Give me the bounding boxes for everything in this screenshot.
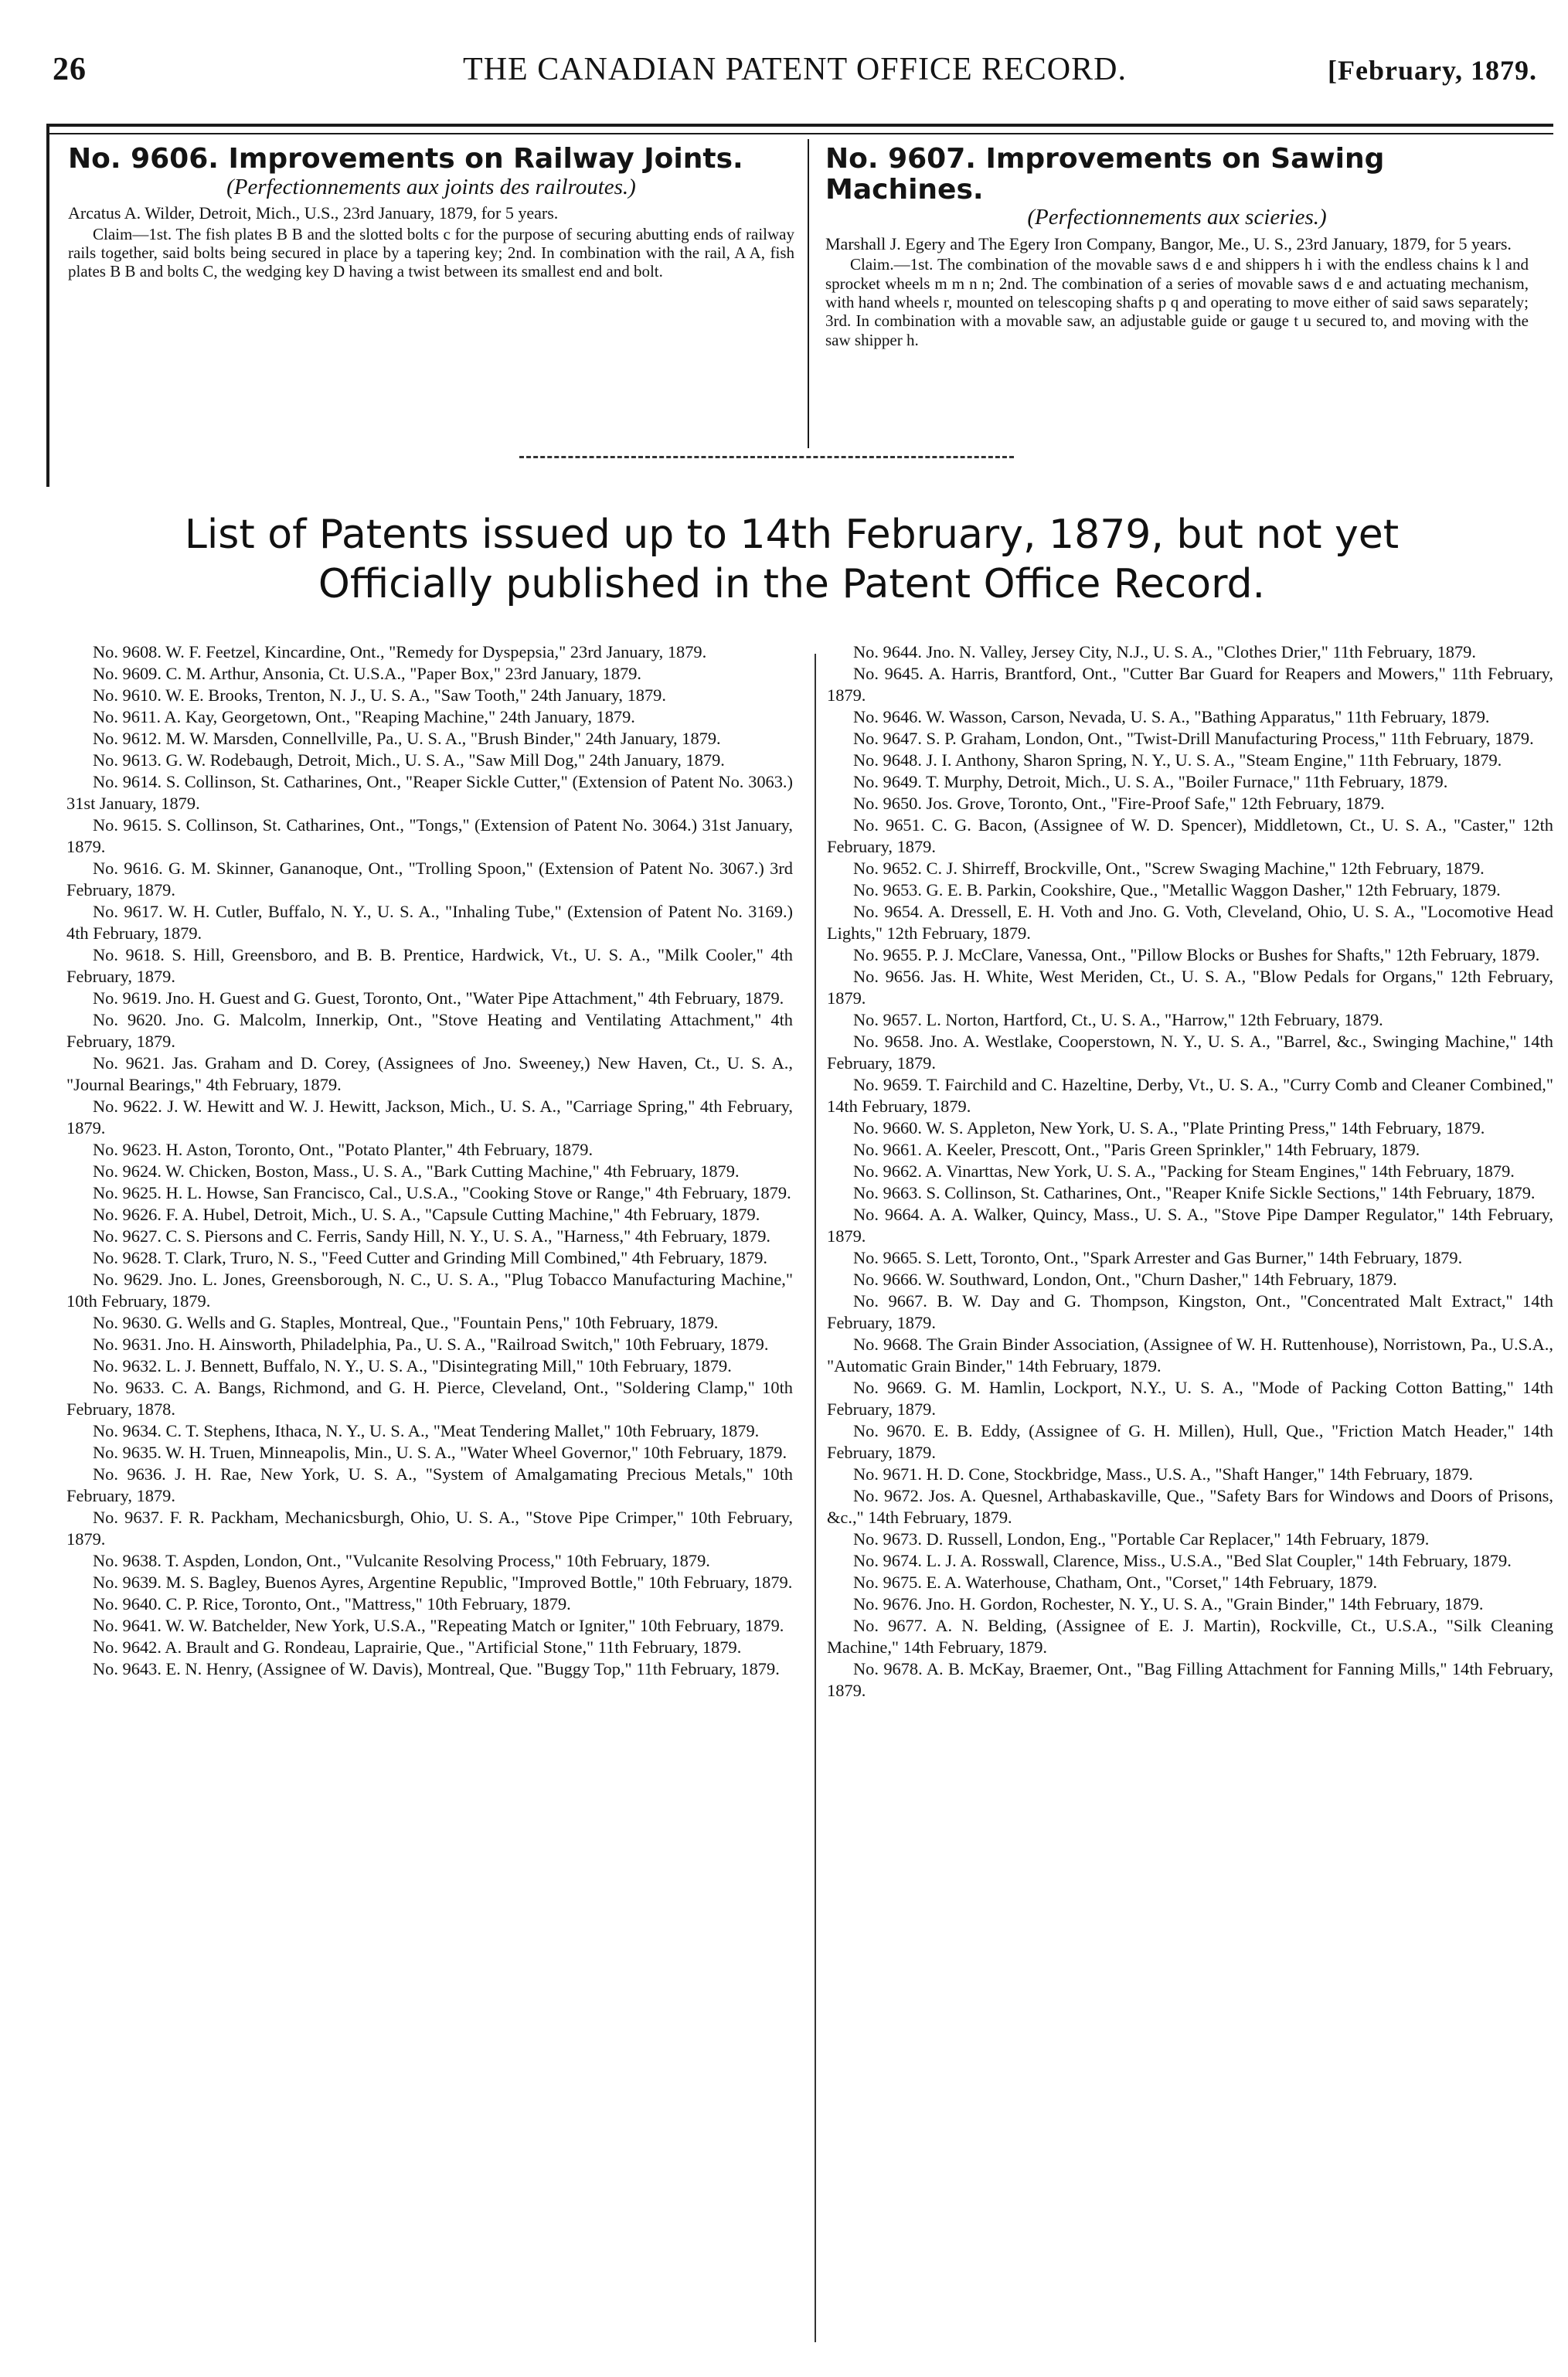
patent-entry: No. 9617. W. H. Cutler, Buffalo, N. Y., U. S. A., "Inhaling Tube," (Extension of Patent No. 3169.) 4th February, 1879. (66, 902, 793, 943)
patent-entry: No. 9644. Jno. N. Valley, Jersey City, N.J., U. S. A., "Clothes Drier," 11th February, 1879. (853, 642, 1476, 661)
patent-entry: No. 9635. W. H. Truen, Minneapolis, Min., U. S. A., "Water Wheel Governor," 10th February, 1879. (93, 1443, 787, 1462)
patent-entry: No. 9628. T. Clark, Truro, N. S., "Feed Cutter and Grinding Mill Combined," 4th February, 1879. (93, 1248, 768, 1267)
patent-entry: No. 9674. L. J. A. Rosswall, Clarence, Miss., U.S.A., "Bed Slat Coupler," 14th February, 1879. (853, 1551, 1512, 1570)
patent-entry: No. 9619. Jno. H. Guest and G. Guest, Toronto, Ont., "Water Pipe Attachment," 4th February, 1879. (93, 988, 784, 1008)
patent-entry: No. 9610. W. E. Brooks, Trenton, N. J., U. S. A., "Saw Tooth," 24th January, 1879. (93, 685, 666, 705)
patent-entry: No. 9657. L. Norton, Hartford, Ct., U. S. A., "Harrow," 12th February, 1879. (853, 1010, 1383, 1029)
patent-entry: No. 9643. E. N. Henry, (Assignee of W. Davis), Montreal, Que. "Buggy Top," 11th February, 1879. (93, 1659, 780, 1678)
patent-entry: No. 9668. The Grain Binder Association, (Assignee of W. H. Ruttenhouse), Norristown, Pa., U.S.A., "Automatic Grain Binder," 14th February, 1879. (827, 1335, 1553, 1376)
patent-entry: No. 9676. Jno. H. Gordon, Rochester, N. Y., U. S. A., "Grain Binder," 14th February, 1879. (853, 1594, 1484, 1614)
issue-date: [February, 1879. (1328, 55, 1537, 86)
patent-entry: No. 9612. M. W. Marsden, Connellville, Pa., U. S. A., "Brush Binder," 24th January, 1879. (93, 729, 721, 748)
patent-entry: No. 9662. A. Vinarttas, New York, U. S. A., "Packing for Steam Engines," 14th February, 1879. (853, 1161, 1515, 1181)
patent-entry: No. 9630. G. Wells and G. Staples, Montreal, Que., "Fountain Pens," 10th February, 1879. (93, 1313, 719, 1332)
patent-entry: No. 9634. C. T. Stephens, Ithaca, N. Y., U. S. A., "Meat Tendering Mallet," 10th February, 1879. (93, 1421, 760, 1440)
patent-entry: No. 9637. F. R. Packham, Mechanicsburgh, Ohio, U. S. A., "Stove Pipe Crimper," 10th February, 1879. (66, 1508, 793, 1549)
patent-entry: No. 9661. A. Keeler, Prescott, Ont., "Paris Green Sprinkler," 14th February, 1879. (853, 1140, 1420, 1159)
frame-left-rule (46, 124, 49, 487)
patent-entry: No. 9667. B. W. Day and G. Thompson, Kingston, Ont., "Concentrated Malt Extract," 14th February, 1879. (827, 1291, 1553, 1332)
patent-entry: No. 9650. Jos. Grove, Toronto, Ont., "Fire-Proof Safe," 12th February, 1879. (853, 794, 1385, 813)
patent-entry: No. 9624. W. Chicken, Boston, Mass., U. S. A., "Bark Cutting Machine," 4th February, 1879. (93, 1161, 740, 1181)
patent-entry: No. 9645. A. Harris, Brantford, Ont., "Cutter Bar Guard for Reapers and Mowers," 11th February, 1879. (827, 664, 1553, 705)
patent-entry: No. 9609. C. M. Arthur, Ansonia, Ct. U.S.A., "Paper Box," 23rd January, 1879. (93, 664, 642, 683)
running-head (53, 51, 1537, 105)
patent-entry: No. 9642. A. Brault and G. Rondeau, Laprairie, Que., "Artificial Stone," 11th February, 1879. (93, 1637, 742, 1657)
patent-entry: No. 9629. Jno. L. Jones, Greensborough, N. C., U. S. A., "Plug Tobacco Manufacturing Machine," 10th February, 1879. (66, 1270, 793, 1311)
left-patent-list (66, 641, 793, 1680)
patent-entry: No. 9678. A. B. McKay, Braemer, Ont., "Bag Filling Attachment for Fanning Mills," 14th February, 1879. (827, 1659, 1553, 1700)
list-heading: List of Patents issued up to 14th February, 1879, but not yet Officially published in the Patent Office Record. (184, 512, 1400, 608)
journal-title: THE CANADIAN PATENT OFFICE RECORD. (463, 52, 1127, 87)
patent-subtitle: (Perfectionnements aux joints des railroutes.) (226, 174, 636, 199)
patent-entry: No. 9672. Jos. A. Quesnel, Arthabaskaville, Que., "Safety Bars for Windows and Doors of Prisons, &c.," 14th February, 1879. (827, 1486, 1553, 1527)
frame-divider (808, 139, 809, 448)
patent-entry: No. 9638. T. Aspden, London, Ont., "Vulcanite Resolving Process," 10th February, 1879. (93, 1551, 710, 1570)
patent-entry: No. 9652. C. J. Shirreff, Brockville, Ont., "Screw Swaging Machine," 12th February, 1879. (853, 859, 1485, 878)
patent-entry: No. 9626. F. A. Hubel, Detroit, Mich., U. S. A., "Capsule Cutting Machine," 4th February, 1879. (93, 1205, 760, 1224)
patent-entry: No. 9648. J. I. Anthony, Sharon Spring, N. Y., U. S. A., "Steam Engine," 11th February, 1879. (853, 750, 1502, 770)
patent-entry: No. 9660. W. S. Appleton, New York, U. S. A., "Plate Printing Press," 14th February, 1879. (853, 1118, 1485, 1137)
patent-entry: No. 9664. A. A. Walker, Quincy, Mass., U. S. A., "Stove Pipe Damper Regulator," 14th February, 1879. (827, 1205, 1553, 1246)
patent-entry: No. 9608. W. F. Feetzel, Kincardine, Ont., "Remedy for Dyspepsia," 23rd January, 1879. (93, 642, 707, 661)
patent-claim: Claim—1st. The fish plates B B and the slotted bolts c for the purpose of securing abutting ends of railway rails together, said bolts being secured in place by a tapering key; 2nd. In combination with the rail, A A, fish plates B B and bolts C, the wedging key D having a twist between its smallest end and bolt. (68, 224, 794, 281)
patent-block-9606 (68, 144, 794, 281)
patent-entry: No. 9675. E. A. Waterhouse, Chatham, Ont., "Corset," 14th February, 1879. (853, 1573, 1378, 1592)
patent-entry: No. 9641. W. W. Batchelder, New York, U.S.A., "Repeating Match or Igniter," 10th February, 1879. (93, 1616, 784, 1635)
patent-entry: No. 9671. H. D. Cone, Stockbridge, Mass., U.S. A., "Shaft Hanger," 14th February, 1879. (853, 1464, 1474, 1484)
patent-entry: No. 9669. G. M. Hamlin, Lockport, N.Y., U. S. A., "Mode of Packing Cotton Batting," 14th February, 1879. (827, 1378, 1553, 1419)
section-divider (519, 456, 1014, 458)
patent-entry: No. 9666. W. Southward, London, Ont., "Churn Dasher," 14th February, 1879. (853, 1270, 1397, 1289)
patent-entry: No. 9616. G. M. Skinner, Gananoque, Ont., "Trolling Spoon," (Extension of Patent No. 3067.) 3rd February, 1879. (66, 859, 793, 899)
patent-entry: No. 9651. C. G. Bacon, (Assignee of W. D. Spencer), Middletown, Ct., U. S. A., "Caster," 12th February, 1879. (827, 815, 1553, 856)
patent-entry: No. 9625. H. L. Howse, San Francisco, Cal., U.S.A., "Cooking Stove or Range," 4th February, 1879. (93, 1183, 791, 1202)
column-rule (815, 654, 816, 2342)
patent-entry: No. 9621. Jas. Graham and D. Corey, (Assignees of Jno. Sweeney,) New Haven, Ct., U. S. A., "Journal Bearings," 4th February, 1879. (66, 1053, 793, 1094)
patent-entry: No. 9653. G. E. B. Parkin, Cookshire, Que., "Metallic Waggon Dasher," 12th February, 1879. (853, 880, 1501, 899)
patent-entry: No. 9622. J. W. Hewitt and W. J. Hewitt, Jackson, Mich., U. S. A., "Carriage Spring," 4th February, 1879. (66, 1097, 793, 1137)
patent-entry: No. 9655. P. J. McClare, Vanessa, Ont., "Pillow Blocks or Bushes for Shafts," 12th February, 1879. (853, 945, 1540, 964)
patent-entry: No. 9620. Jno. G. Malcolm, Innerkip, Ont., "Stove Heating and Ventilating Attachment," 4th February, 1879. (66, 1010, 793, 1051)
patent-entry: No. 9613. G. W. Rodebaugh, Detroit, Mich., U. S. A., "Saw Mill Dog," 24th January, 1879. (93, 750, 725, 770)
patent-block-9607 (825, 144, 1529, 349)
patent-entry: No. 9658. Jno. A. Westlake, Cooperstown, N. Y., U. S. A., "Barrel, &c., Swinging Machine," 14th February, 1879. (827, 1032, 1553, 1073)
top-frame-rule-inner (46, 133, 1553, 134)
patent-entry: No. 9623. H. Aston, Toronto, Ont., "Potato Planter," 4th February, 1879. (93, 1140, 594, 1159)
patent-entry: No. 9631. Jno. H. Ainsworth, Philadelphia, Pa., U. S. A., "Railroad Switch," 10th February, 1879. (93, 1335, 769, 1354)
patent-meta: Marshall J. Egery and The Egery Iron Company, Bangor, Me., U. S., 23rd January, 1879, for 5 years. (825, 233, 1512, 253)
patent-entry: No. 9611. A. Kay, Georgetown, Ont., "Reaping Machine," 24th January, 1879. (93, 707, 635, 726)
patent-title: No. 9607. Improvements on Sawing Machines. (825, 143, 1385, 206)
patent-entry: No. 9654. A. Dressell, E. H. Voth and Jno. G. Voth, Cleveland, Ohio, U. S. A., "Locomotive Head Lights," 12th February, 1879. (827, 902, 1553, 943)
right-patent-list (827, 641, 1553, 1702)
patent-entry: No. 9615. S. Collinson, St. Catharines, Ont., "Tongs," (Extension of Patent No. 3064.) 31st January, 1879. (66, 815, 793, 856)
patent-subtitle: (Perfectionnements aux scieries.) (1027, 205, 1327, 230)
patent-entry: No. 9647. S. P. Graham, London, Ont., "Twist-Drill Manufacturing Process," 11th February, 1879. (853, 729, 1534, 748)
patent-entry: No. 9677. A. N. Belding, (Assignee of E. J. Martin), Rockville, Ct., U.S.A., "Silk Cleaning Machine," 14th February, 1879. (827, 1616, 1553, 1657)
patent-entry: No. 9636. J. H. Rae, New York, U. S. A., "System of Amalgamating Precious Metals," 10th February, 1879. (66, 1464, 793, 1505)
patent-entry: No. 9663. S. Collinson, St. Catharines, Ont., "Reaper Knife Sickle Sections," 14th February, 1879. (853, 1183, 1536, 1202)
patent-entry: No. 9639. M. S. Bagley, Buenos Ayres, Argentine Republic, "Improved Bottle," 10th February, 1879. (93, 1573, 793, 1592)
patent-entry: No. 9640. C. P. Rice, Toronto, Ont., "Mattress," 10th February, 1879. (93, 1594, 571, 1614)
patent-entry: No. 9665. S. Lett, Toronto, Ont., "Spark Arrester and Gas Burner," 14th February, 1879. (853, 1248, 1463, 1267)
patent-claim: Claim.—1st. The combination of the movable saws d e and shippers h i with the endless chains k l and sprocket wheels m m n n; 2nd. The combination of a series of movable saws d e and actuating mechanism, with hand wheels r, mounted on telescoping shafts p q and operating to move either of said saws separately; 3rd. In combination with a movable saw, an adjustable guide or gauge t u secured to, and moving with the saw shipper h. (825, 255, 1529, 349)
patent-meta: Arcatus A. Wilder, Detroit, Mich., U.S., 23rd January, 1879, for 5 years. (68, 203, 559, 223)
patent-entry: No. 9618. S. Hill, Greensboro, and B. B. Prentice, Hardwick, Vt., U. S. A., "Milk Cooler," 4th February, 1879. (66, 945, 793, 986)
patent-entry: No. 9670. E. B. Eddy, (Assignee of G. H. Millen), Hull, Que., "Friction Match Header," 14th February, 1879. (827, 1421, 1553, 1462)
patent-entry: No. 9646. W. Wasson, Carson, Nevada, U. S. A., "Bathing Apparatus," 11th February, 1879. (853, 707, 1490, 726)
page-number: 26 (53, 52, 87, 87)
patent-entry: No. 9614. S. Collinson, St. Catharines, Ont., "Reaper Sickle Cutter," (Extension of Patent No. 3063.) 31st January, 1879. (66, 772, 793, 813)
top-frame-rule (46, 124, 1553, 127)
patent-entry: No. 9627. C. S. Piersons and C. Ferris, Sandy Hill, N. Y., U. S. A., "Harness," 4th February, 1879. (93, 1226, 770, 1246)
patent-entry: No. 9673. D. Russell, London, Eng., "Portable Car Replacer," 14th February, 1879. (853, 1529, 1430, 1549)
patent-entry: No. 9632. L. J. Bennett, Buffalo, N. Y., U. S. A., "Disintegrating Mill," 10th February, 1879. (93, 1356, 732, 1376)
patent-entry: No. 9659. T. Fairchild and C. Hazeltine, Derby, Vt., U. S. A., "Curry Comb and Cleaner Combined," 14th February, 1879. (827, 1075, 1553, 1116)
patent-entry: No. 9649. T. Murphy, Detroit, Mich., U. S. A., "Boiler Furnace," 11th February, 1879. (853, 772, 1448, 791)
patent-title: No. 9606. Improvements on Railway Joints. (68, 143, 743, 175)
patent-entry: No. 9633. C. A. Bangs, Richmond, and G. H. Pierce, Cleveland, Ont., "Soldering Clamp," 10th February, 1878. (66, 1378, 793, 1419)
patent-entry: No. 9656. Jas. H. White, West Meriden, Ct., U. S. A., "Blow Pedals for Organs," 12th February, 1879. (827, 967, 1553, 1008)
